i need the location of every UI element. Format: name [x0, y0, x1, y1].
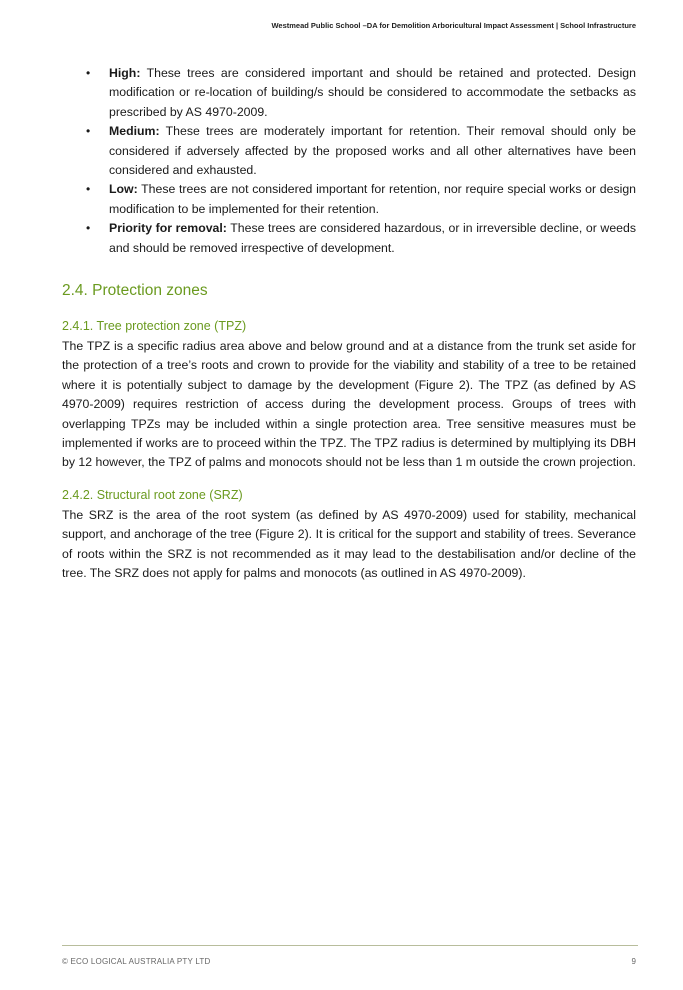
list-item	[62, 64, 636, 122]
bullet-text: These trees are considered hazardous, or in irreversible decline, or weeds and should be removed irrespective of development.	[109, 221, 636, 255]
bullet-label: Medium:	[109, 124, 160, 139]
bullet-icon: •	[86, 221, 91, 236]
bullet-icon: •	[86, 182, 91, 197]
tpz-heading: 2.4.1. Tree protection zone (TPZ)	[62, 319, 247, 333]
footer-divider	[62, 945, 638, 946]
page-header: Westmead Public School –DA for Demolition Arboricultural Impact Assessment | School Infrastructure	[271, 21, 636, 30]
bullet-label: Low:	[109, 182, 138, 197]
retention-value-list	[62, 64, 636, 258]
list-item	[62, 180, 636, 219]
section-heading: 2.4. Protection zones	[62, 282, 208, 299]
bullet-label: High:	[109, 66, 141, 80]
tpz-paragraph: The TPZ is a specific radius area above and below ground and at a distance from the trunk set aside for the protection of a tree’s roots and crown to provide for the viability and stability of a tree to be retained where it is potentially subject to damage by the development (Figure 2). The TPZ (as defined by AS 4970-2009) requires restriction of access during the development process. Groups of trees with overlapping TPZs may be included within a single protection area. Tree sensitive measures must be implemented if works are to proceed within the TPZ. The TPZ radius is determined by multiplying its DBH by 12 however, the TPZ of palms and monocots should not be less than 1 m outside the crown projection.	[62, 339, 636, 470]
bullet-text: These trees are moderately important for retention. Their removal should only be considered if adversely affected by the proposed works and all other alternatives have been considered and exhausted.	[109, 124, 636, 178]
bullet-text: These trees are not considered important for retention, nor require special works or design modification to be implemented for their retention.	[109, 182, 636, 216]
page-content	[62, 64, 636, 581]
bullet-text: These trees are considered important and should be retained and protected. Design modification or re-location of building/s should be considered to accommodate the setbacks as prescribed by AS 4970-2009.	[109, 66, 636, 119]
list-item	[62, 219, 636, 258]
list-item	[62, 122, 636, 180]
bullet-icon: •	[86, 124, 91, 139]
srz-paragraph: The SRZ is the area of the root system (as defined by AS 4970-2009) used for stability, mechanical support, and anchorage of the tree (Figure 2). It is critical for the support and stability of trees. Severance of roots within the SRZ is not recommended as it may lead to the destabilisation and/or decline of the tree. The SRZ does not apply for palms and monocots (as outlined in AS 4970-2009).	[62, 508, 636, 581]
page-number: 9	[631, 957, 636, 966]
srz-heading: 2.4.2. Structural root zone (SRZ)	[62, 488, 243, 502]
bullet-icon: •	[86, 66, 91, 80]
bullet-label: Priority for removal:	[109, 221, 227, 236]
footer-copyright: © ECO LOGICAL AUSTRALIA PTY LTD	[62, 957, 211, 966]
